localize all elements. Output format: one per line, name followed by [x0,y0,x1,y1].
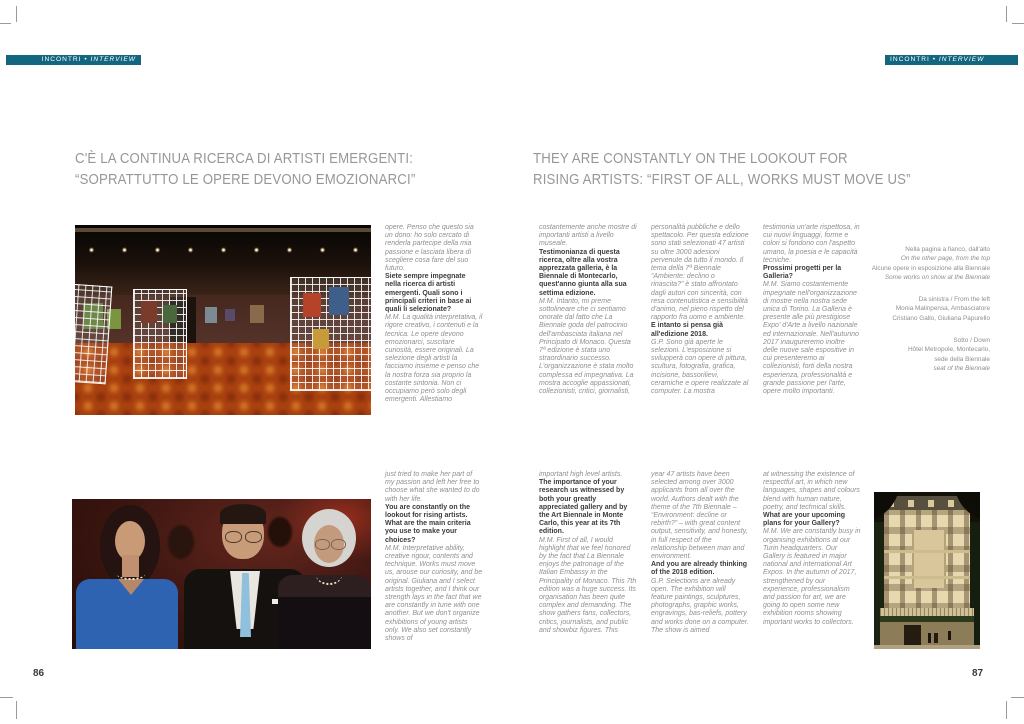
paragraph: Prossimi progetti per la Galleria? [763,265,842,281]
crop-mark-bottom-left-v [16,701,17,719]
paragraph: Monia Malinpensa, Ambasciatore [895,305,990,313]
photo-captions [840,245,990,373]
paragraph: Testimonianza di questa ricerca, oltre alla vostra apprezzata galleria, è la Biennale di Montecarlo, quest'anno giunta alla sua settima edizione. [539,248,627,297]
exhibition-hall-photo [75,225,371,415]
headline-italian-line2: “SOPRATTUTTO LE OPERE DEVONO EMOZIONARCI” [75,171,416,188]
paragraph: at witnessing the existence of respectful art, in which new languages, shapes and colours blend with human nature, poetry, and technical skills. [763,471,860,511]
man-glasses [225,531,242,543]
people-photo [72,499,371,649]
paragraph: important high level artists. [539,471,623,478]
paragraph: E intanto si pensa già all'edizione 2018. [651,322,723,338]
wall-artwork [205,307,217,323]
wall-artwork [250,305,264,323]
panel-artwork [163,305,177,323]
gallery-spotlights [75,237,371,271]
paragraph: G.P. Selections are already open. The exhibition will feature paintings, sculptures, photographs, graphic works, engravings, bas-reliefs, pottery and works done on a computer. The show is aimed [651,577,749,634]
paragraph: personalità pubbliche e dello spettacolo. Per questa edizione sono stati selezionati 47 artisti su oltre 3000 adesioni pervenute da tutto il mondo. Il tema della 7ª Biennale “Ambiente: declino o rinascita?” è stato affrontato dagli autori con sincerità, con resa contenutistica e sensibilità d'animo, nel pieno rispetto del rapporto fra uomo e ambiente. [651,224,749,322]
panel-artwork [313,329,329,349]
hotel-pedestrian [928,633,931,643]
article-column-8 [763,471,861,627]
paragraph: M.M. Siamo costantemente impegnate nell'organizzazione di mostre nella nostra sede unica di Torino. La Galleria è presente alle più prestigiose Expo' d'Arte a livello nazionale ed internazionale. Nell'autunno 2017 inaugureremo inoltre delle nuove sale espositive in cui presenteremo ai collezionisti, forti della nostra esperienza, professionalità e grande passione per l'arte, opere molto importanti. [763,281,859,396]
man-glasses [245,531,262,543]
right-woman-pearl-necklace [316,565,342,585]
hotel-pedestrian [934,633,938,643]
left-woman-neckline [118,579,144,595]
crop-mark-bottom-left-h [0,697,13,698]
crop-mark-bottom-right-h [1011,697,1024,698]
headline-italian-line1: C'È LA CONTINUA RICERCA DI ARTISTI EMERGENTI: [75,150,414,167]
crop-mark-bottom-right-v [1006,701,1007,719]
section-separator: • [932,56,937,63]
left-woman-pearl-necklace [117,569,145,580]
hotel-photo [874,492,980,649]
paragraph: Some works on show at the Biennale [884,273,990,281]
paragraph: M.M. First of all, I would highlight that we feel honored by the fact that La Biennale enjoys the patronage of the Italian Embassy in the Principality of Monaco. This 7th edition was a huge success. Its organisation has been quite complex and demanding. The show gathers fans, collectors, critics, journalists, and public and showbiz figures. This [539,536,637,634]
paragraph: The importance of your research us witnessed by both your greatly appreciated gallery and by the Art Biennale in Monte Carlo, this year at its 7th edition. [539,479,628,536]
caption-gap [840,323,990,336]
paragraph: M.M. We are constantly busy in organising exhibitions at our Turin headquarters. Our Gallery is featured in major national and international Art Expos. In the autumn of 2017, strengthened by our experience, professionalism and passion for art, we are going to open some new exhibition rooms showing important works to collectors. [763,528,861,626]
right-woman-glasses [315,539,330,550]
article-column-1 [385,224,483,404]
crop-mark-top-left-h [0,23,11,24]
hotel-pedestrian [948,631,951,640]
panel-artwork [303,293,321,317]
caption-gap [840,282,990,295]
man-hair [220,504,266,524]
section-label-en: INTERVIEW [90,56,136,63]
paragraph: Da sinistra / From the left [918,296,990,304]
article-column-3 [651,224,749,396]
page-number-left: 86 [33,668,45,679]
article-column-6 [539,471,637,635]
right-woman-glasses [331,539,346,550]
section-label-it: INCONTRI [41,56,82,63]
paragraph: sede della Biennale [934,355,990,363]
paragraph: Nella pagina a fianco, dall'alto [905,246,990,253]
hotel-street [874,645,980,649]
paragraph: M.M. Interpretative ability, creative rigour, contents and technique. Works must move us, arouse our curiosity, and be original. Giuliana and I select artists together, and I think our strength lays in the fact that we are constantly in tune with one another. But we don't organize exhibitions of young artists only. We also set constantly shows of [385,544,483,643]
paragraph: Cristiano Gallo, Giuliana Papurello [892,314,990,322]
paragraph: M.M. Intanto, mi preme sottolineare che ci sentiamo onorate dal fatto che La Biennale goda del patrocinio dell'ambasciata italiana nel Principato di Monaco. Questa 7ª edizione è stata uno straordinario successo. L'organizzazione è stata molto complessa ed impegnativa. La mostra accoglie appassionati, collezionisti, critici, giornalisti, [539,297,634,396]
paragraph: G.P. Sono già aperte le selezioni. L'esposizione si svilupperà con opere di pittura, scultura, fotografia, grafica, incisione, bassorilievi, ceramiche e opere realizzate al computer. La mostra [651,338,749,396]
gallery-cornice [75,228,371,232]
panel-artwork [329,287,349,315]
paragraph: seat of the Biennale [933,364,990,372]
paragraph: Hôtel Metropole, Montecarlo, [907,346,990,354]
paragraph: Siete sempre impegnate nella ricerca di artisti emergenti. Quali sono i principali criteri in base ai quali li selezionate? [385,273,472,314]
hotel-balcony-band [884,576,970,579]
paragraph: costantemente anche mostre di importanti artisti a livello museale. [539,224,637,248]
paragraph: And you are already thinking of the 2018 edition. [651,561,748,577]
hotel-balustrade [880,608,974,616]
section-band-right [885,55,1018,65]
background-guest [168,525,194,559]
section-separator: • [84,56,88,63]
paragraph: On the other page, from the top [900,255,990,263]
crop-mark-top-right-v [1006,6,1007,22]
article-column-2 [539,224,637,396]
hotel-loggia [912,530,946,588]
background-guest [268,517,292,547]
crop-mark-top-left-v [16,6,17,22]
paragraph: Alcune opere in esposizione alla Biennale [871,264,990,272]
paragraph: opere. Penso che questo sia un dono: ho solo cercato di renderla partecipe della mia passione e lasciata libera di scegliere cosa fare del suo futuro. [385,224,474,273]
panel-artwork [141,301,157,323]
hotel-balcony-band [884,550,970,553]
paragraph: year 47 artists have been selected among over 3000 applicants from all over the world. Authors dealt with the theme of the 7th Biennale – “Environment: decline or rebirth?” – with great content output, sensitivity, and honesty, in full respect of the relationship between man and environment. [651,471,748,561]
hotel-doorway [904,625,921,646]
paragraph: What are your upcoming plans for your Gallery? [763,512,846,528]
headline-english [533,148,962,190]
article-column-5 [385,471,483,643]
paragraph: M.M. La qualità interpretativa, il rigore creativo, i contenuti e la tecnica. Le opere devono emozionarci, suscitare curiosità, essere originali. La selezione degli artisti la facciamo insieme e penso che la nostra forza sia proprio la costante sintonia. Non ci occupiamo però solo degli emergenti. Allestiamo [385,314,483,404]
headline-italian [75,148,462,190]
section-label-en: INTERVIEW [938,56,985,63]
headline-english-line1: THEY ARE CONSTANTLY ON THE LOOKOUT FOR [533,150,848,167]
paragraph: testimonia un'arte rispettosa, in cui nuovi linguaggi, forme e colori si fondono con l'aspetto umano, la poesia e le capacità tecniche. [763,224,860,264]
paragraph: You are constantly on the lookout for rising artists. What are the main criteria you use to make your choices? [385,503,471,544]
headline-english-line2: RISING ARTISTS: “FIRST OF ALL, WORKS MUST MOVE US” [533,171,911,188]
section-band-left [6,55,141,65]
paragraph: Sotto / Down [953,337,990,345]
page-number-right: 87 [972,668,984,679]
section-label-it: INCONTRI [890,56,930,63]
wall-artwork [225,309,235,321]
article-column-7 [651,471,749,635]
crop-mark-top-right-h [1012,23,1024,24]
paragraph: just tried to make her part of my passion and left her free to choose what she wanted to do with her life. [385,471,480,503]
